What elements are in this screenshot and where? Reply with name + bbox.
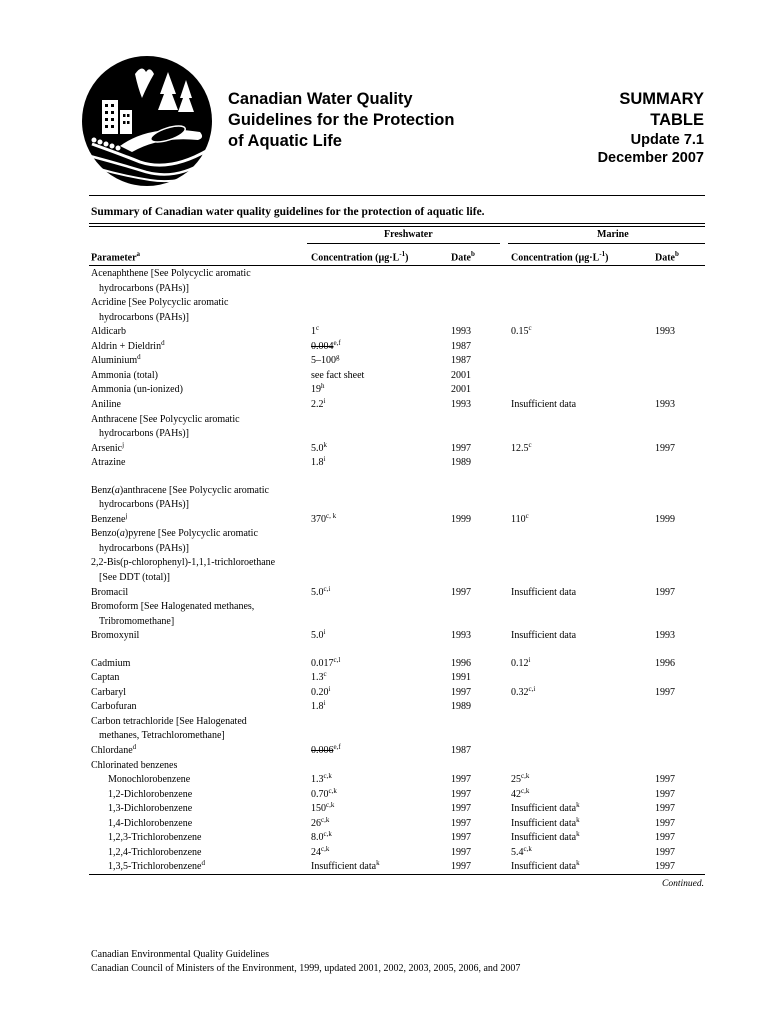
freshwater-date-cell: 1997 — [451, 789, 471, 800]
parameter-cell: Bromacil — [91, 587, 129, 598]
freshwater-concentration-cell: 26$^{c,k}$ — [311, 816, 330, 829]
freshwater-date-cell: 2001 — [451, 384, 471, 395]
freshwater-concentration-cell: 19$^h$ — [311, 382, 325, 395]
freshwater-date-cell: 1997 — [451, 832, 471, 843]
marine-concentration-cell: Insufficient data$^k$ — [511, 859, 580, 872]
freshwater-concentration-cell: 2.2$^i$ — [311, 397, 326, 410]
freshwater-concentration-cell: 5.0$^{c,i}$ — [311, 585, 331, 598]
freshwater-date-cell: 1993 — [451, 399, 471, 410]
footer-line-2: Canadian Council of Ministers of the Environment, 1999, updated 2001, 2002, 2003, 2005, 2006, and 2007 — [91, 963, 521, 974]
table-label: TABLE — [650, 111, 704, 129]
marine-concentration-cell: Insufficient data — [511, 399, 577, 410]
freshwater-concentration-cell: 150$^{c,k}$ — [311, 801, 335, 814]
marine-concentration-cell: Insufficient data$^k$ — [511, 830, 580, 843]
parameter-cell: Acridine [See Polycyclic aromatic — [91, 297, 229, 308]
parameter-cell: 1,3,5-Trichlorobenzene$^d$ — [108, 859, 205, 872]
parameter-cell: 1,2,3-Trichlorobenzene — [108, 832, 202, 843]
freshwater-concentration-cell: 1$^c$ — [311, 324, 320, 337]
freshwater-date-header: Date$^b$ — [451, 250, 475, 264]
summary-label: SUMMARY — [619, 90, 704, 108]
freshwater-date-cell: 1997 — [451, 687, 471, 698]
freshwater-date-cell: 1987 — [451, 341, 471, 352]
freshwater-concentration-cell: 0.004$^{e,f}$ — [311, 339, 341, 352]
marine-date-cell: 1997 — [655, 832, 675, 843]
parameter-cell: Carbon tetrachloride [See Halogenated — [91, 716, 247, 727]
date-label: December 2007 — [597, 150, 704, 166]
marine-concentration-header: Concentration $(\mu g\cdot L^{-1})$ — [511, 250, 609, 264]
marine-concentration-cell: Insufficient data$^k$ — [511, 816, 580, 829]
freshwater-concentration-cell: see fact sheet — [311, 370, 365, 381]
parameter-cell: Arsenic$^j$ — [91, 441, 125, 454]
marine-date-cell: 1997 — [655, 774, 675, 785]
parameter-cell: Tribromomethane] — [99, 616, 175, 627]
parameter-cell: hydrocarbons (PAHs)] — [99, 312, 189, 323]
freshwater-date-cell: 1993 — [451, 630, 471, 641]
parameter-cell: Benz(a)anthracene [See Polycyclic aromatic — [91, 485, 269, 496]
marine-concentration-cell: Insufficient data — [511, 630, 577, 641]
marine-date-cell: 1999 — [655, 514, 675, 525]
freshwater-concentration-cell: 0.006$^{e,f}$ — [311, 743, 341, 756]
freshwater-date-cell: 1996 — [451, 658, 471, 669]
freshwater-date-cell: 1991 — [451, 672, 471, 683]
freshwater-concentration-cell: 8.0$^{c,k}$ — [311, 830, 332, 843]
freshwater-concentration-cell: 1.8$^i$ — [311, 699, 326, 712]
freshwater-concentration-cell: 0.70$^{c,k}$ — [311, 787, 337, 800]
marine-date-cell: 1997 — [655, 861, 675, 872]
freshwater-date-cell: 2001 — [451, 370, 471, 381]
parameter-cell: 1,2,4-Trichlorobenzene — [108, 847, 202, 858]
freshwater-date-cell: 1989 — [451, 457, 471, 468]
freshwater-date-cell: 1997 — [451, 803, 471, 814]
title-line-2: Guidelines for the Protection — [228, 111, 455, 129]
parameter-cell: Carbaryl — [91, 687, 126, 698]
page-footer — [91, 948, 520, 976]
parameter-cell: Aldrin + Dieldrin$^d$ — [91, 339, 165, 352]
parameter-cell: Ammonia (un-ionized) — [91, 384, 183, 395]
marine-date-cell: 1997 — [655, 587, 675, 598]
title-line-1: Canadian Water Quality — [228, 90, 413, 108]
title-line-3: of Aquatic Life — [228, 132, 342, 150]
freshwater-date-cell: 1989 — [451, 701, 471, 712]
update-label: Update 7.1 — [630, 132, 704, 148]
freshwater-date-cell: 1997 — [451, 587, 471, 598]
marine-concentration-cell: Insufficient data — [511, 587, 577, 598]
freshwater-concentration-cell: Insufficient data$^k$ — [311, 859, 380, 872]
freshwater-concentration-cell: 5.0$^i$ — [311, 628, 326, 641]
marine-concentration-cell: 0.32$^{c,i}$ — [511, 685, 536, 698]
freshwater-header: Freshwater — [384, 229, 433, 240]
freshwater-date-cell: 1999 — [451, 514, 471, 525]
marine-date-cell: 1993 — [655, 326, 675, 337]
parameter-cell: 1,4-Dichlorobenzene — [108, 818, 193, 829]
freshwater-concentration-cell: 5–100$^g$ — [311, 353, 340, 366]
parameter-cell: Aniline — [91, 399, 121, 410]
parameter-cell: Bromoform [See Halogenated methanes, — [91, 601, 255, 612]
marine-date-cell: 1997 — [655, 789, 675, 800]
parameter-cell: Anthracene [See Polycyclic aromatic — [91, 414, 240, 425]
marine-date-cell: 1993 — [655, 399, 675, 410]
parameter-cell: 1,3-Dichlorobenzene — [108, 803, 193, 814]
parameter-cell: Ammonia (total) — [91, 370, 158, 381]
parameter-cell: Cadmium — [91, 658, 131, 669]
freshwater-concentration-cell: 1.3$^{c,k}$ — [311, 772, 332, 785]
freshwater-concentration-cell: 0.017$^{c,l}$ — [311, 656, 341, 669]
freshwater-date-cell: 1997 — [451, 818, 471, 829]
marine-date-cell: 1997 — [655, 847, 675, 858]
parameter-cell: hydrocarbons (PAHs)] — [99, 428, 189, 439]
parameter-cell: Atrazine — [91, 457, 126, 468]
freshwater-concentration-cell: 0.20$^i$ — [311, 685, 331, 698]
parameter-cell: 2,2-Bis(p-chlorophenyl)-1,1,1-trichloroethane — [91, 557, 276, 568]
parameter-cell: Acenaphthene [See Polycyclic aromatic — [91, 268, 251, 279]
marine-concentration-cell: 25$^{c,k}$ — [511, 772, 530, 785]
parameter-cell: [See DDT (total)] — [99, 572, 170, 583]
marine-concentration-cell: 42$^{c,k}$ — [511, 787, 530, 800]
continued-note: Continued. — [662, 879, 704, 889]
parameter-cell: hydrocarbons (PAHs)] — [99, 499, 189, 510]
marine-date-cell: 1997 — [655, 687, 675, 698]
parameter-cell: Carbofuran — [91, 701, 137, 712]
footer-line-1: Canadian Environmental Quality Guidelines — [91, 949, 270, 960]
freshwater-concentration-cell: 1.8$^i$ — [311, 455, 326, 468]
parameter-cell: Benzo(a)pyrene [See Polycyclic aromatic — [91, 528, 258, 539]
table-caption: Summary of Canadian water quality guidelines for the protection of aquatic life. — [91, 206, 485, 218]
freshwater-concentration-header: Concentration $(\mu g\cdot L^{-1})$ — [311, 250, 409, 264]
freshwater-date-cell: 1993 — [451, 326, 471, 337]
parameter-cell: Aldicarb — [91, 326, 126, 337]
parameter-cell: Monochlorobenzene — [108, 774, 191, 785]
parameter-cell: Bromoxynil — [91, 630, 140, 641]
marine-concentration-cell: 5.4$^{c,k}$ — [511, 845, 532, 858]
marine-concentration-cell: 0.15$^c$ — [511, 324, 532, 337]
freshwater-date-cell: 1987 — [451, 355, 471, 366]
parameter-cell: Benzene$^j$ — [91, 512, 128, 525]
marine-date-cell: 1993 — [655, 630, 675, 641]
parameter-cell: Captan — [91, 672, 120, 683]
parameter-header: Parameter$^a$ — [91, 250, 141, 264]
freshwater-concentration-cell: 24$^{c,k}$ — [311, 845, 330, 858]
parameter-cell: Aluminium$^d$ — [91, 353, 141, 366]
parameter-cell: methanes, Tetrachloromethane] — [99, 730, 225, 741]
freshwater-date-cell: 1997 — [451, 847, 471, 858]
marine-concentration-cell: 0.12$^i$ — [511, 656, 531, 669]
marine-date-cell: 1997 — [655, 818, 675, 829]
parameter-cell: 1,2-Dichlorobenzene — [108, 789, 193, 800]
freshwater-concentration-cell: 370$^{c, k}$ — [311, 512, 337, 525]
marine-concentration-cell: Insufficient data$^k$ — [511, 801, 580, 814]
freshwater-concentration-cell: 5.0$^k$ — [311, 441, 327, 454]
parameter-cell: Chlorinated benzenes — [91, 760, 178, 771]
marine-header: Marine — [597, 229, 629, 240]
marine-date-cell: 1997 — [655, 443, 675, 454]
freshwater-date-cell: 1987 — [451, 745, 471, 756]
marine-date-header: Date$^b$ — [655, 250, 679, 264]
parameter-cell: Chlordane$^d$ — [91, 743, 137, 756]
marine-date-cell: 1996 — [655, 658, 675, 669]
marine-concentration-cell: 110$^c$ — [511, 512, 529, 525]
freshwater-date-cell: 1997 — [451, 774, 471, 785]
freshwater-date-cell: 1997 — [451, 861, 471, 872]
parameter-cell: hydrocarbons (PAHs)] — [99, 543, 189, 554]
freshwater-date-cell: 1997 — [451, 443, 471, 454]
marine-date-cell: 1997 — [655, 803, 675, 814]
freshwater-concentration-cell: 1.3$^c$ — [311, 670, 327, 683]
parameter-cell: hydrocarbons (PAHs)] — [99, 283, 189, 294]
marine-concentration-cell: 12.5$^c$ — [511, 441, 532, 454]
